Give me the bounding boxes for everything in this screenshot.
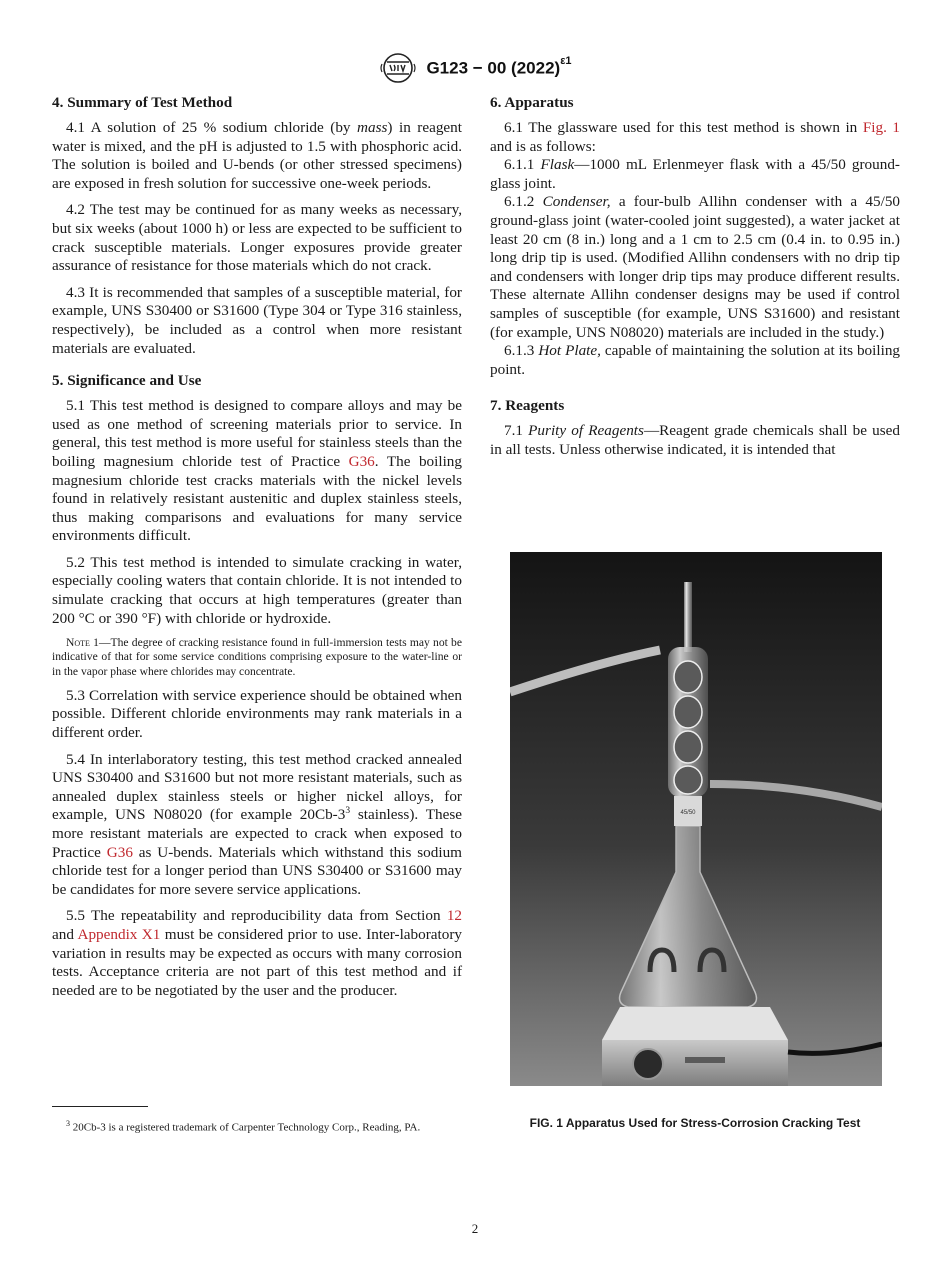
paragraph-6-1-1: 6.1.1 Flask—1000 mL Erlenmeyer flask with a 45/50 ground-glass joint. [490,156,900,192]
astm-logo-icon [378,52,418,84]
paragraph-6-1: 6.1 The glassware used for this test method is shown in Fig. 1 and is as follows: [490,119,900,155]
section-7-heading: 7. Reagents [490,397,565,415]
section-12-link[interactable]: 12 [446,907,462,925]
page-number: 2 [471,1221,479,1236]
section-6-heading: 6. Apparatus [490,94,574,111]
paragraph-6-1-3: 6.1.3 Hot Plate, capable of maintaining the solution at its boiling point. [490,342,901,378]
apparatus-photo [510,552,882,1086]
joint-label: 45/50 [680,810,696,816]
footnote-3: $^3$ 20Cb-3 is a registered trademark of Carpenter Technology Corp., Reading, PA. [66,1119,421,1134]
note-1: Note 1—The degree of cracking resistance found in full-immersion tests may not be indicative of that for some service conditions comprising exposure to the water-line or in the vapor phase where chlorides may concentrate. [52,636,462,678]
paragraph-6-1-2: 6.1.2 Condenser, a four-bulb Allihn condenser with a 45/50 ground-glass joint (water-cooled joint suggested), a water jacket at least 20 cm (8 in.) long and a 1 cm to 2.5 cm (0.4 in. to 0.95 in.) long drip tip is used. (Modified Allihn condensers with no drip tip and condensers with longer drip tips may produce different results. These alternate Allihn condenser designs may be used if control samples of susceptible (for example, UNS S31600) and resistant (for example, UNS N08020) materials are included in the study.) [490,193,901,341]
standard-designation: G123 − 00 $(2022)^{\varepsilon 1}$ [426,54,572,78]
page-header [0,52,950,84]
figure-1-caption: FIG. 1 Apparatus Used for Stress-Corrosion Cracking Test [529,1116,861,1130]
practice-g36-link[interactable]: G36 [348,452,375,470]
paragraph-7-1: 7.1 Purity of Reagents—Reagent grade chemicals shall be used in all tests. Unless otherwise indicated, it is intended that [490,422,901,458]
paragraph-4-2: 4.2 The test may be continued for as many weeks as necessary, but six weeks (about 1000 h) or less are expected to be sufficient to crack susceptible materials. Longer exposures provide greater assurance of resistance for those materials which do not crack. [52,201,462,275]
section-5-heading: 5. Significance and Use [52,372,202,390]
footnote-3-marker[interactable]: 3 [345,806,351,817]
appendix-x1-link[interactable]: Appendix X1 [77,925,161,943]
footnote-rule [52,1106,148,1107]
paragraph-5-3: 5.3 Correlation with service experience should be obtained when possible. Different chloride environments may rank materials in a different order. [52,686,462,742]
right-column [490,94,900,468]
paragraph-4-1: 4.1 A solution of 25 % sodium chloride (by mass) in reagent water is mixed, and the pH is adjusted to 1.5 with phosphoric acid. The solution is boiled and U-bends (or other stressed specimens) are exposed in fresh solution for successive one-week periods. [52,119,462,192]
designation-superscript: ε1 [560,54,572,67]
section-4-heading: 4. Summary of Test Method [52,94,233,111]
paragraph-4-3: 4.3 It is recommended that samples of a susceptible material, for example, UNS S30400 or S31600 (Type 304 or Type 316 stainless, respectively), be included as a control when more resistant materials are evaluated. [52,283,462,357]
paragraph-5-1: 5.1 This test method is designed to compare alloys and may be used as one method of screening materials prior to service. In general, this test method is more useful for stainless steels than the boiling magnesium chloride test of Practice G36. The boiling magnesium chloride test cracks materials with the nickel levels found in relatively resistant austenitic and duplex stainless steels, thus making comparisons and evaluations for many service environments difficult. [52,397,462,545]
practice-g36-link[interactable]: G36 [106,843,133,861]
paragraph-5-4: 5.4 In interlaboratory testing, this test method cracked annealed UNS S30400 and S31600 but not more resistant materials, such as annealed duplex stainless steels or higher nickel alloys, for example, UNS N08020 (for example 20Cb-3$^3$ stainless). These more resistant materials are expected to crack when exposed to Practice G36 as U-bends. Materials which withstand this sodium chloride test for a longer period than UNS S30400 or S31600 may be candidates for more severe service applications. [52,750,462,898]
figure-1-link[interactable]: Fig. 1 [862,119,900,136]
paragraph-5-5: 5.5 The repeatability and reproducibility data from Section 12 and Appendix X1 must be considered prior to use. Inter-laboratory variation in results may be expected as occurs with many corrosion tests. Acceptance criteria are not part of this test method and if needed are to be negotiated by the user and the producer. [52,907,462,999]
paragraph-5-2: 5.2 This test method is intended to simulate cracking in water, especially cooling waters that contain chloride. It is not intended to simulate cracking that occurs at high temperatures (greater than 200 °C or 390 °F) with chloride or hydroxide. [52,553,462,627]
left-column [52,94,462,1000]
